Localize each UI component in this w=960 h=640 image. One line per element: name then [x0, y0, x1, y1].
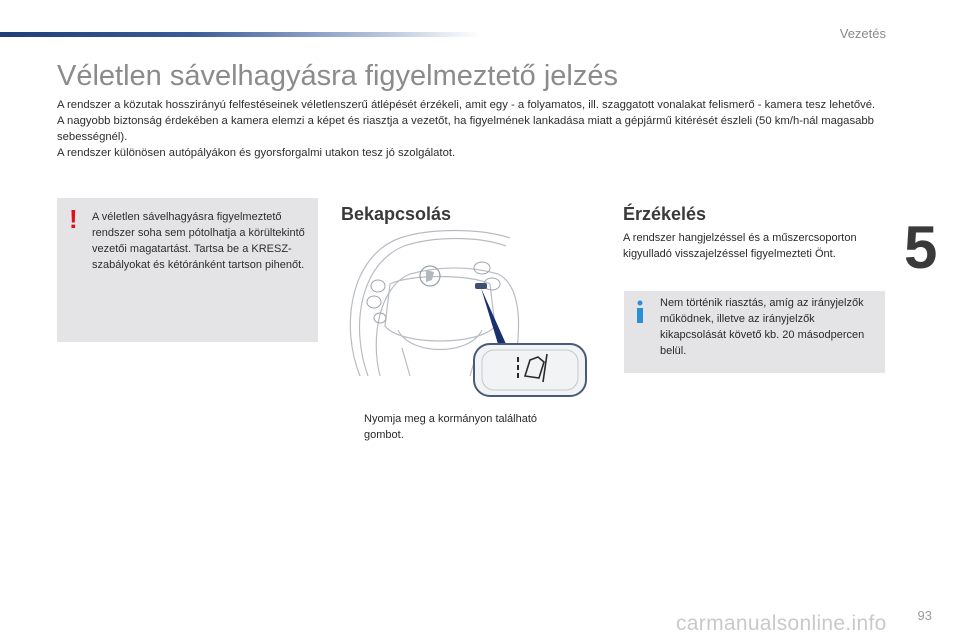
info-text: Nem történik riasztás, amíg az irányjelzők működnek, illetve az irányjelzők kikapcsolását követő kb. 20 másodpercen belül.: [660, 297, 865, 357]
intro-paragraph: A rendszer a közutak hosszirányú felfestéseinek véletlenszerű átlépését érzékeli, amit egy - a folyamatos, ill. szaggatott vonalakat felismerő - kamera tesz lehetővé.: [57, 99, 876, 111]
exclamation-icon: !: [69, 204, 78, 234]
steering-wheel-illustration: [340, 226, 590, 401]
warning-box: [57, 198, 318, 342]
heading-bekapcsolas: Bekapcsolás: [341, 204, 452, 224]
header-accent-bar: [0, 32, 480, 37]
intro-text: [57, 97, 879, 161]
heading-erzekeles: Érzékelés: [623, 204, 707, 224]
intro-paragraph: A rendszer különösen autópályákon és gyorsforgalmi utakon tesz jó szolgálatot.: [57, 147, 456, 159]
intro-paragraph: A nagyobb biztonság érdekében a kamera elemzi a képet és riasztja a vezetőt, ha figyelmének lankadása miatt a gépjármű kitérését észleli (50 km/h-nál magasabb sebességnél).: [57, 115, 874, 143]
section-name: Vezetés: [839, 26, 886, 41]
info-box: [624, 291, 885, 373]
page-number: 93: [917, 608, 932, 623]
info-icon: [633, 300, 647, 324]
watermark: carmanualsonline.info: [676, 612, 887, 635]
bullet-text: Nyomja meg a kormányon található gombot.: [364, 413, 538, 441]
chapter-number: 5: [904, 214, 938, 281]
erzekeles-text: A rendszer hangjelzéssel és a műszercsoporton kigyulladó visszajelzéssel figyelmezteti Önt.: [623, 232, 857, 260]
warning-text: A véletlen sávelhagyásra figyelmeztető rendszer soha sem pótolhatja a körültekintő vezetői magatartást. Tartsa be a KRESZ-szabályokat és kétóránként tartson pihenőt.: [92, 211, 305, 271]
page-title: Véletlen sávelhagyásra figyelmeztető jelzés: [57, 60, 618, 92]
